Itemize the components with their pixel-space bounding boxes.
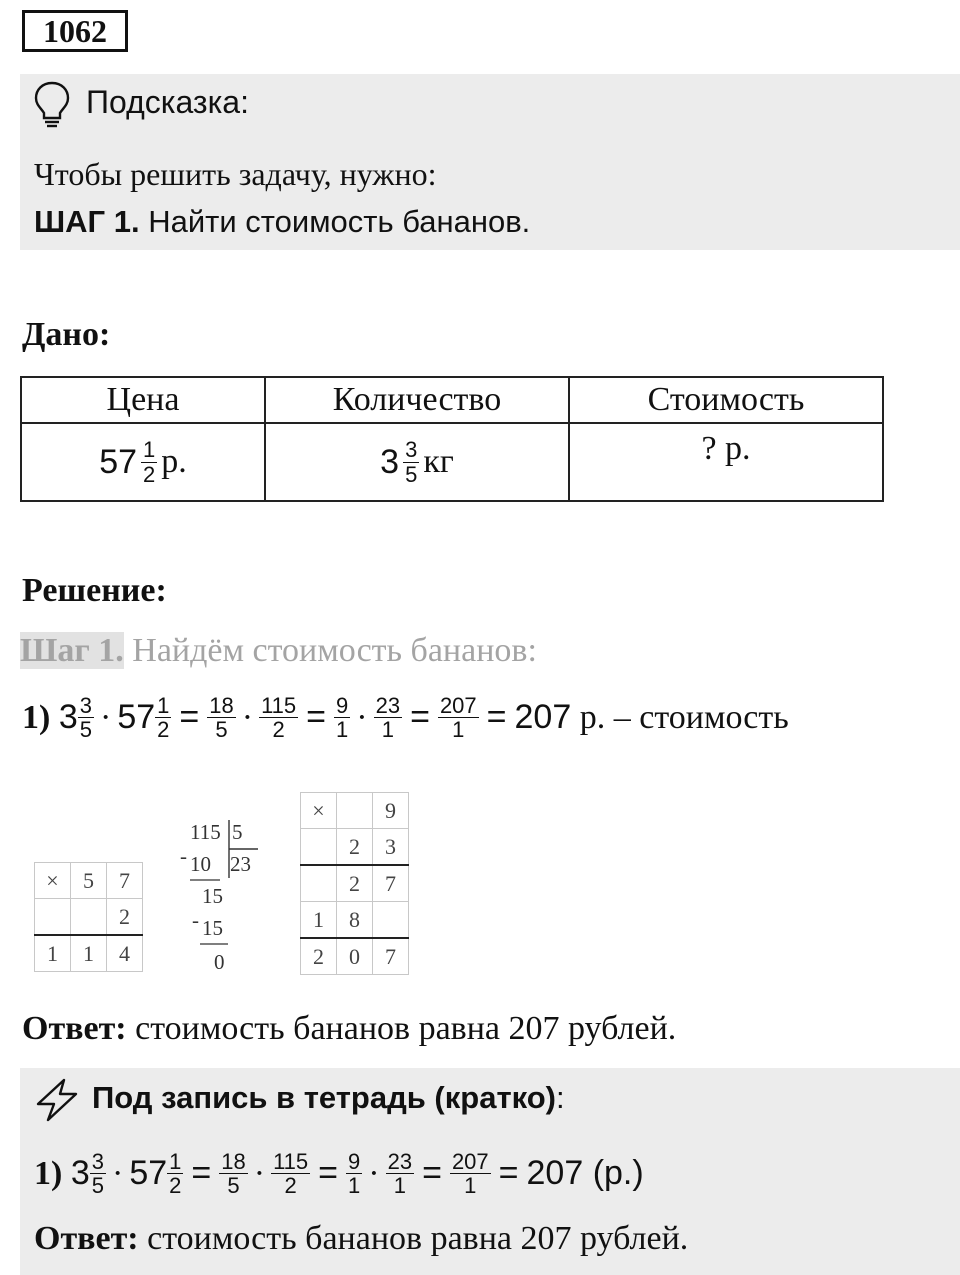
fraction-denominator: 1 xyxy=(336,717,349,743)
table-row xyxy=(21,423,883,501)
fraction-numerator: 207 xyxy=(451,1149,489,1174)
given-table xyxy=(20,376,884,502)
grid-cell: 1 xyxy=(71,935,107,972)
fraction-numerator: 3 xyxy=(91,1149,104,1174)
price-cell xyxy=(21,423,265,501)
fraction xyxy=(346,1150,362,1197)
notebook-answer xyxy=(34,1220,688,1258)
cost-cell: ? р. xyxy=(569,423,883,501)
fraction xyxy=(374,694,402,741)
column-header-price: Цена xyxy=(21,377,265,423)
fraction-numerator: 3 xyxy=(79,693,92,718)
grid-cell: 0 xyxy=(337,938,373,975)
grid-cell: 4 xyxy=(107,935,143,972)
quantity-unit: кг xyxy=(423,443,454,480)
hint-step-label: ШАГ 1. xyxy=(34,204,140,239)
notebook-title xyxy=(92,1080,565,1116)
equation-label: 1) xyxy=(22,698,51,736)
equals-sign: = xyxy=(422,1154,442,1193)
fraction-numerator: 9 xyxy=(348,1149,361,1174)
solution-step xyxy=(20,632,537,676)
fraction-denominator: 5 xyxy=(215,717,228,743)
hint-intro: Чтобы решить задачу, нужно: xyxy=(34,156,437,192)
multiply-sign: · xyxy=(241,698,254,736)
grid-cell xyxy=(301,829,337,866)
fraction-denominator: 2 xyxy=(169,1173,182,1199)
price-unit: р. xyxy=(161,443,187,480)
fraction xyxy=(90,1150,106,1197)
price-whole: 57 xyxy=(99,442,138,481)
equals-sign: = xyxy=(191,1154,212,1193)
fraction xyxy=(207,694,235,741)
grid-cell: 7 xyxy=(373,865,409,902)
division-remainder: 0 xyxy=(214,950,225,974)
price-value xyxy=(99,438,187,485)
fraction-numerator: 18 xyxy=(221,1149,246,1174)
fraction-denominator: 2 xyxy=(157,717,170,743)
fraction-denominator: 1 xyxy=(348,1173,361,1199)
fraction xyxy=(78,694,94,741)
notebook-title-colon: : xyxy=(556,1080,565,1115)
multiplication-grid-23x9 xyxy=(300,792,409,975)
grid-cell: 8 xyxy=(337,902,373,939)
fraction-numerator: 115 xyxy=(261,693,297,718)
mixed-whole: 3 xyxy=(70,1154,90,1193)
fraction-numerator: 115 xyxy=(273,1149,309,1174)
fraction xyxy=(219,1150,247,1197)
fraction-numerator: 1 xyxy=(143,437,156,463)
equation-label: 1) xyxy=(34,1154,63,1192)
quantity-fraction xyxy=(403,438,419,485)
grid-cell: 3 xyxy=(373,829,409,866)
fraction-denominator: 5 xyxy=(91,1173,104,1199)
grid-cell: × xyxy=(301,793,337,829)
solution-step-text: Найдём стоимость бананов: xyxy=(132,632,537,669)
grid-cell xyxy=(373,902,409,939)
fraction-denominator: 5 xyxy=(405,461,418,487)
fraction-numerator: 1 xyxy=(169,1149,182,1174)
fraction xyxy=(271,1150,310,1197)
result-suffix: р. – стоимость xyxy=(579,698,789,736)
answer-label: Ответ: xyxy=(34,1220,139,1257)
grid-cell xyxy=(301,865,337,902)
fraction-numerator: 23 xyxy=(387,1149,413,1174)
grid-cell: 9 xyxy=(373,793,409,829)
grid-cell: 7 xyxy=(107,863,143,899)
fraction-numerator: 1 xyxy=(157,693,170,718)
solution-equation xyxy=(22,694,789,741)
hint-step-text: Найти стоимость бананов. xyxy=(148,204,531,239)
fraction-denominator: 1 xyxy=(452,717,465,743)
multiply-sign: · xyxy=(356,698,368,736)
notebook-equation xyxy=(34,1150,644,1197)
grid-cell xyxy=(71,899,107,936)
division-subtrahend: 10 xyxy=(190,852,211,876)
grid-cell: 1 xyxy=(35,935,71,972)
division-quotient: 23 xyxy=(230,852,251,876)
division-dividend: 115 xyxy=(190,820,221,844)
solution-heading: Решение: xyxy=(22,572,167,609)
fraction xyxy=(386,1150,414,1197)
fraction-denominator: 1 xyxy=(381,717,394,743)
minus-sign: - xyxy=(180,844,187,868)
grid-cell: 5 xyxy=(71,863,107,899)
fraction-numerator: 3 xyxy=(405,437,418,463)
fraction xyxy=(450,1150,491,1197)
fraction-denominator: 1 xyxy=(393,1173,406,1199)
minus-sign: - xyxy=(192,908,199,932)
fraction-numerator: 23 xyxy=(375,693,401,718)
equals-sign: = xyxy=(410,698,430,737)
column-header-quantity: Количество xyxy=(265,377,569,423)
result-value: 207 (р.) xyxy=(526,1154,644,1193)
mixed-whole: 3 xyxy=(58,698,78,737)
answer-text: стоимость бананов равна 207 рублей. xyxy=(135,1010,677,1047)
quantity-whole: 3 xyxy=(380,442,400,481)
equals-sign: = xyxy=(318,1154,339,1193)
grid-cell: × xyxy=(35,863,71,899)
price-fraction xyxy=(141,438,157,485)
fraction xyxy=(155,694,171,741)
fraction xyxy=(167,1150,183,1197)
grid-cell: 1 xyxy=(301,902,337,939)
mixed-whole: 57 xyxy=(129,1154,168,1193)
fraction-denominator: 2 xyxy=(284,1173,297,1199)
column-header-cost: Стоимость xyxy=(569,377,883,423)
division-divisor: 5 xyxy=(232,820,243,844)
equals-sign: = xyxy=(486,698,507,737)
multiply-sign: · xyxy=(368,1154,380,1192)
fraction-numerator: 18 xyxy=(209,693,234,718)
fraction-denominator: 1 xyxy=(464,1173,477,1199)
multiplication-grid-57x2 xyxy=(34,862,143,972)
answer xyxy=(22,1010,676,1048)
grid-cell: 2 xyxy=(107,899,143,936)
lightbulb-icon xyxy=(32,80,72,128)
grid-cell xyxy=(337,793,373,829)
fraction xyxy=(334,694,350,741)
result-value: 207 xyxy=(514,698,572,737)
multiply-sign: · xyxy=(100,698,112,736)
division-remainder: 15 xyxy=(202,884,223,908)
long-division-115-by-5 xyxy=(180,816,270,978)
hint-title: Подсказка: xyxy=(86,84,249,120)
answer-label: Ответ: xyxy=(22,1010,127,1047)
fraction-denominator: 5 xyxy=(227,1173,240,1199)
multiply-sign: · xyxy=(253,1154,266,1192)
equals-sign: = xyxy=(306,698,327,737)
grid-cell: 7 xyxy=(373,938,409,975)
hint-step xyxy=(34,204,530,240)
fraction-denominator: 5 xyxy=(79,717,92,743)
lightning-icon xyxy=(34,1078,80,1122)
grid-cell: 2 xyxy=(301,938,337,975)
equals-sign: = xyxy=(179,698,200,737)
division-subtrahend: 15 xyxy=(202,916,223,940)
grid-cell: 2 xyxy=(337,829,373,866)
fraction-denominator: 2 xyxy=(272,717,285,743)
grid-cell: 2 xyxy=(337,865,373,902)
quantity-value xyxy=(380,438,454,485)
division-lines xyxy=(180,816,270,978)
fraction xyxy=(259,694,298,741)
given-heading: Дано: xyxy=(22,316,111,353)
equals-sign: = xyxy=(498,1154,519,1193)
fraction xyxy=(438,694,479,741)
answer-text: стоимость бананов равна 207 рублей. xyxy=(147,1220,689,1257)
fraction-numerator: 207 xyxy=(439,693,477,718)
solution-step-label: Шаг 1. xyxy=(20,632,124,669)
task-number: 1062 xyxy=(22,10,128,52)
fraction-denominator: 2 xyxy=(143,461,156,487)
multiply-sign: · xyxy=(112,1154,124,1192)
mixed-whole: 57 xyxy=(117,698,156,737)
table-header-row xyxy=(21,377,883,423)
grid-cell xyxy=(35,899,71,936)
fraction-numerator: 9 xyxy=(336,693,349,718)
notebook-title-text: Под запись в тетрадь (кратко) xyxy=(92,1080,556,1115)
quantity-cell xyxy=(265,423,569,501)
